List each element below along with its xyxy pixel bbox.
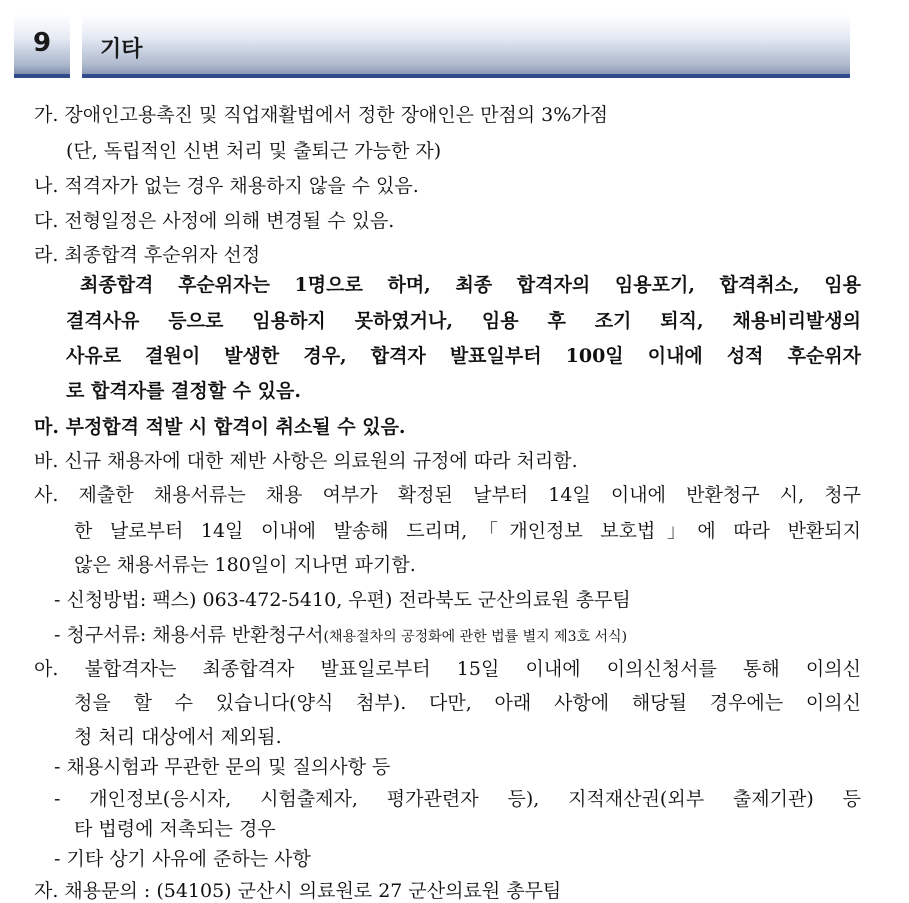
section-number: 9 bbox=[32, 28, 52, 58]
item-ga: 가. 장애인고용촉진 및 직업재활법에서 정한 장애인은 만점의 3%가점 bbox=[34, 104, 609, 126]
item-a-exclusion-1: - 채용시험과 무관한 문의 및 질의사항 등 bbox=[54, 756, 391, 778]
item-sa-documents-text: - 청구서류: 채용서류 반환청구서 bbox=[54, 624, 324, 646]
item-ba: 바. 신규 채용자에 대한 제반 사항은 의료원의 규정에 따라 처리함. bbox=[34, 450, 578, 472]
item-a-exclusion-2: - 개인정보(응시자, 시험출제자, 평가관련자 등), 지적재산권(외부 출제기관) 등 bbox=[54, 788, 861, 810]
item-na: 나. 적격자가 없는 경우 채용하지 않을 수 있음. bbox=[34, 175, 419, 197]
item-ra-detail-1: 최종합격 후순위자는 1명으로 하며, 최종 합격자의 임용포기, 합격취소, 임용 bbox=[80, 274, 861, 296]
section-title-box bbox=[82, 14, 850, 78]
item-sa-method: - 신청방법: 팩스) 063-472-5410, 우편) 전라북도 군산의료원 총무팀 bbox=[54, 589, 631, 611]
item-sa-2: 한 날로부터 14일 이내에 발송해 드리며,「개인정보 보호법」에 따라 반환되지 bbox=[74, 520, 861, 542]
item-sa-documents bbox=[54, 620, 627, 647]
item-da: 다. 전형일정은 사정에 의해 변경될 수 있음. bbox=[34, 210, 395, 232]
item-sa-documents-note: (채용절차의 공정화에 관한 법률 별지 제3호 서식) bbox=[323, 629, 628, 645]
item-a-2: 청을 할 수 있습니다(양식 첨부). 다만, 아래 사항에 해당될 경우에는 이의신 bbox=[74, 692, 861, 714]
section-header bbox=[14, 14, 850, 78]
item-ra-detail-4: 로 합격자를 결정할 수 있음. bbox=[66, 380, 301, 402]
item-a-3: 청 처리 대상에서 제외됨. bbox=[74, 726, 282, 748]
item-ra-detail-3: 사유로 결원이 발생한 경우, 합격자 발표일부터 100일 이내에 성적 후순위자 bbox=[66, 345, 861, 367]
item-ma: 마. 부정합격 적발 시 합격이 취소될 수 있음. bbox=[34, 416, 406, 438]
item-ja: 자. 채용문의 : (54105) 군산시 의료원로 27 군산의료원 총무팀 bbox=[34, 880, 562, 902]
section-number-box bbox=[14, 14, 70, 78]
item-sa-3: 않은 채용서류는 180일이 지나면 파기함. bbox=[74, 554, 416, 576]
item-a-exclusion-3: - 기타 상기 사유에 준하는 사항 bbox=[54, 848, 311, 870]
item-sa-1: 사. 제출한 채용서류는 채용 여부가 확정된 날부터 14일 이내에 반환청구 시, 청구 bbox=[34, 484, 861, 506]
section-title: 기타 bbox=[100, 37, 143, 62]
item-ra: 라. 최종합격 후순위자 선정 bbox=[34, 244, 261, 266]
item-ga-note: (단, 독립적인 신변 처리 및 출퇴근 가능한 자) bbox=[66, 140, 442, 162]
item-a-1: 아. 불합격자는 최종합격자 발표일로부터 15일 이내에 이의신청서를 통해 이의신 bbox=[34, 658, 861, 680]
item-a-exclusion-2b: 타 법령에 저촉되는 경우 bbox=[74, 818, 276, 840]
item-ra-detail-2: 결격사유 등으로 임용하지 못하였거나, 임용 후 조기 퇴직, 채용비리발생의 bbox=[66, 310, 861, 332]
